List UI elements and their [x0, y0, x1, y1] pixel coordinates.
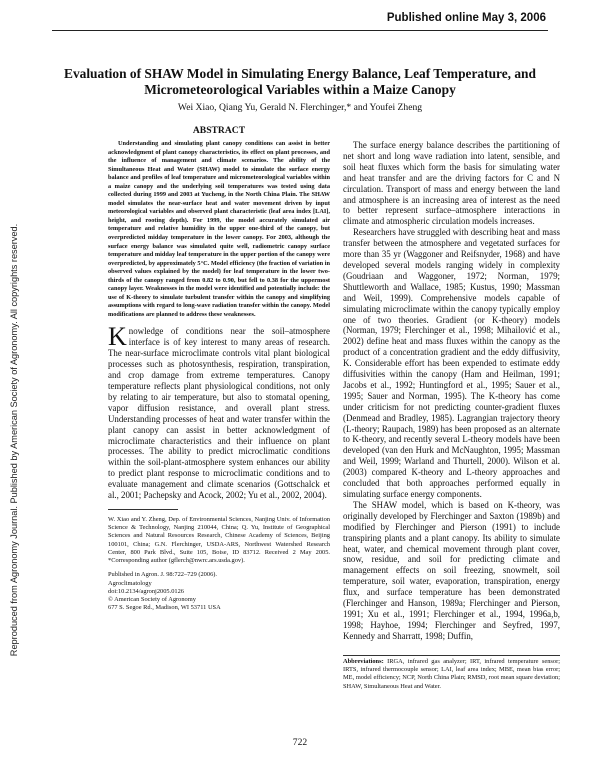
introduction-text: nowledge of conditions near the soil–atmosphere interface is of key interest to many areas of research. The near-surface microclimate controls vital plant biological processes such as photosynthesis, respiration, transpiration, and crop damage from extreme temperatures. Canopy temperature reflects plant physiological conditions, not only by relating to air temperature, but also to stomatal opening, vapor diffusion resistance, and overall plant stress. Understanding processes of heat and water transfer within the plant canopy can assist in better acknowledgment of microclimate characteristics and their influence on plant processes. The ability to predict microclimatic conditions within the soil-plant-atmosphere system enhances our ability to predict plant response to microclimatic conditions and to evaluate management and climate scenarios (Gottschalck et al., 2001; Pachepsky and Acock, 2002; Yu et al., 2002, 2004). [108, 326, 330, 501]
published-online-date: Published online May 3, 2006 [386, 12, 546, 24]
copyright-line: © American Society of Agronomy [108, 596, 196, 604]
abbreviations-footnote [343, 658, 560, 691]
copyright-notice: Reproduced from Agronomy Journal. Published by American Society of Agronomy. All copyrights reserved. [9, 223, 19, 657]
abstract-text: Understanding and simulating plant canopy conditions can assist in better acknowledgment of plant canopy characteristics, its effect on plant processes, and the influence of management and climate scenarios. The ability of the Simultaneous Heat and Water (SHAW) model to simulate the surface energy balance and profiles of leaf temperature and micrometeorological variables within a maize canopy and the underlying soil temperatures was tested using data collected during 1999 and 2003 at Yucheng, in the North China Plain. The SHAW model simulates the near-surface heat and water movement driven by input meteorological variables and observed plant characteristic (leaf area index [LAI], height, and rooting depth). For 1999, the model accurately simulated air temperature and relative humidity in the upper one-third of the canopy, but overpredicted midday temperature in the lower canopy. For 2003, although the surface energy balance was simulated quite well, radiometric canopy surface temperature and midday leaf temperature in the upper portion of the canopy were overpredicted, by approximately 5°C. Model efficiency (the fraction of variation in observed values explained by the model) for leaf temperature in the lower two-thirds of the canopy ranged from 0.82 to 0.90, but fell to 0.38 for the uppermost canopy layer. Weaknesses in the model were identified and potentially include: the use of K-theory to simulate turbulent transfer within the canopy and simplifying assumptions with regard to long-wave radiation transfer within the canopy. Model modifications are planned to address these weaknesses. [108, 140, 330, 318]
abbreviations-text: IRGA, infrared gas analyzer; IRT, infrared temperature sensor; IRTS, infrared thermocouple sensor; LAI, leaf area index; MBE, mean bias error; ME, model efficiency; NCP, North China Plain; RMSD, root mean square deviation; SHAW, Simultaneous Heat and Water. [343, 658, 560, 690]
introduction-paragraph [108, 322, 330, 501]
publication-info [108, 571, 330, 612]
body-paragraph: The surface energy balance describes the partitioning of net short and long wave radiation into latent, sensible, and soil heat fluxes which form the basis for simulating water and heat transfer and are the driving factors for C and N circulation. Transport of mass and energy between the land and atmosphere is an increasing area of interest as the need to better represent surface–atmosphere interactions in climate and atmospheric circulation models increases. [343, 140, 560, 227]
publisher-address: 677 S. Segoe Rd., Madison, WI 53711 USA [108, 604, 221, 612]
affiliation-footnote: W. Xiao and Y. Zheng, Dep. of Environmental Sciences, Nanjing Univ. of Information Science & Technology, Nanjing 210044, China; Q. Yu, Institute of Geographical Sciences and Natural Resources Research, Chinese Academy of Sciences, Beijing 100101, China; G.N. Flerchinger, USDA-ARS, Northwest Watershed Research Center, 800 Park Blvd., Suite 105, Boise, ID 83712. Received 2 May 2005. *Corresponding author (gflerch@nwrc.ars.usda.gov). [108, 515, 330, 564]
body-paragraph: Researchers have struggled with describing heat and mass transfer between the atmosphere and vegetated surfaces for more than 35 yr (Waggoner and Reifsnyder, 1968) and have developed several models ranging widely in complexity (Goudriaan and Waggoner, 1972; Norman, 1979; Shuttleworth and Wallace, 1985; Kustus, 1990; Massman and Weil, 1999). Comprehensive models capable of simulating microclimate within the canopy typically employ one of two theories. Gradient (or K-theory) models (Norman, 1979; Flerchinger et al., 1998; Mihailović et al., 2002) define heat and mass fluxes within the canopy as the product of a concentration gradient and the eddy diffusivity, K. Considerable effort has been expended to estimate eddy diffusivities within the canopy (Ham and Heilman, 1991; Jacobs et al., 1992; Huntingford et al., 1995; Sauer et al., 1995; Sauer and Norman, 1995). The K-theory has come under criticism for not predicting counter-gradient fluxes (Denmead and Bradley, 1985). Lagrangian trajectory theory (L-theory; Raupach, 1989) has been proposed as an alternate to K-theory, and recently several L-theory models have been developed (van den Hurk and McNaughton, 1995; Massman and Weil, 1999; Warland and Thurtell, 2000). Wilson et al. (2003) compared K-theory and L-theory approaches and concluded that both approaches performed equally in simulating surface energy components. [343, 227, 560, 499]
journal-citation: Published in Agron. J. 98:722–729 (2006). [108, 571, 217, 579]
journal-section: Agroclimatology [108, 579, 152, 587]
page-number: 722 [292, 737, 308, 748]
author-list: Wei Xiao, Qiang Yu, Gerald N. Flerchinger,* and Youfei Zheng [177, 102, 423, 113]
footnote-rule [108, 509, 178, 510]
abstract-heading: ABSTRACT [192, 125, 246, 136]
left-column [108, 124, 330, 613]
body-paragraph: The SHAW model, which is based on K-theory, was originally developed by Flerchinger and Saxton (1989b) and modified by Flerchinger and Pierson (1991) to include transpiring plants and a plant canopy. Its ability to simulate heat, water, and chemical movement through plant cover, snow, residue, and soil for predicting climate and management effects on soil freezing, snowmelt, soil temperature, soil water, evaporation, transpiration, energy flux, and surface temperature has been demonstrated (Flerchinger and Hanson, 1989a; Flerchinger and Pierson, 1991; Xu et al., 1991; Flerchinger et al., 1994, 1996a,b, 1998; Hayhoe, 1994; Flerchinger and Seyfred, 1997, Kennedy and Sharratt, 1998; Duffin, [343, 499, 560, 641]
doi: doi:10.2134/agronj2005.0126 [108, 587, 184, 595]
copyright-sidebar [7, 120, 21, 760]
abbreviations-rule [343, 655, 560, 656]
drop-cap: K [108, 322, 127, 352]
abbreviations-label: Abbreviations: [343, 658, 384, 665]
header-rule [52, 30, 548, 31]
article-title: Evaluation of SHAW Model in Simulating Energy Balance, Leaf Temperature, and Micrometeorological Variables within a Maize Canopy [64, 66, 536, 97]
right-column [343, 140, 560, 642]
